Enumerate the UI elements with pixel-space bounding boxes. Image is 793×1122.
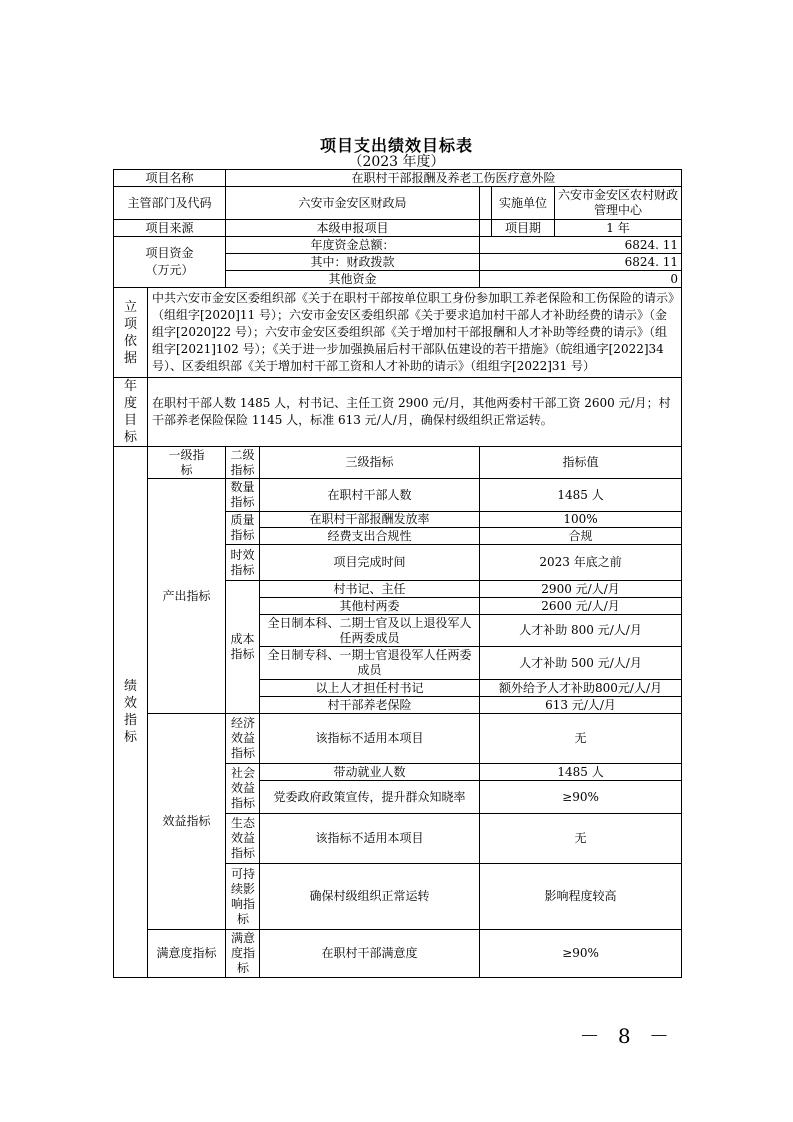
value-project-name: 在职村干部报酬及养老工伤医疗意外险 <box>226 170 682 187</box>
label-dept: 主管部门及代码 <box>114 187 226 220</box>
table-row <box>114 220 682 237</box>
s2-name: 党委政府政策宣传，提升群众知晓率 <box>260 781 480 814</box>
c4-value: 人才补助 500 元/人/月 <box>480 647 682 680</box>
ql2-name: 经费支出合规性 <box>260 528 480 545</box>
header-level2: 二级指标 <box>226 447 260 479</box>
performance-table <box>113 169 682 978</box>
su1-name: 确保村级组织正常运转 <box>260 864 480 930</box>
q1-name: 在职村干部人数 <box>260 479 480 512</box>
sa1-value: ≥90% <box>480 930 682 978</box>
table-row <box>114 378 682 447</box>
c6-name: 村干部养老保险 <box>260 697 480 714</box>
label-output: 产出指标 <box>148 479 226 714</box>
label-satisfaction-text: 满意度指标 <box>156 946 217 960</box>
value-period: 1 年 <box>606 220 630 235</box>
label-cost: 成本指标 <box>226 581 260 714</box>
label-annual-target-text: 年度目标 <box>123 379 137 445</box>
q1-value: 1485 人 <box>480 479 682 512</box>
header-level1-text: 一级指标 <box>168 447 205 477</box>
label-basis-text: 立项依据 <box>123 299 137 366</box>
value-impl-unit: 六安市金安区农村财政管理中心 <box>558 188 679 217</box>
s1-name: 带动就业人数 <box>260 764 480 781</box>
ql1-name: 在职村干部报酬发放率 <box>260 512 480 528</box>
header-level3: 三级指标 <box>260 447 480 479</box>
ql1-value: 100% <box>480 512 682 528</box>
c6-value: 613 元/人/月 <box>480 697 682 714</box>
g1-name: 该指标不适用本项目 <box>260 814 480 864</box>
value-annual-total: 6824. 11 <box>480 237 682 254</box>
label-satisfaction <box>148 930 226 978</box>
value-other: 0 <box>480 271 682 288</box>
table-row <box>114 237 682 254</box>
label-impl-unit <box>480 187 492 220</box>
c1-name: 村书记、主任 <box>260 581 480 598</box>
label-fiscal: 其中：财政拨款 <box>226 254 480 271</box>
label-quantity: 数量指标 <box>226 479 260 512</box>
c3-value: 人才补助 800 元/人/月 <box>480 615 682 647</box>
label-impl-unit-text: 实施单位 <box>492 187 555 219</box>
label-perf <box>114 447 148 978</box>
basis-text: 中共六安市金安区委组织部《关于在职村干部按单位职工身份参加职工养老保险和工伤保险的请示》（组组字[2020]11 号）；六安市金安区委组织部《关于要求追加村干部人才补助经费的请示》（金组字[2020]22 号）；六安市金安区委组织部《关于增加村干部报酬和人才补助等经费的请示》（组组字[2021]102 号）；《关于进一步加强换届后村干部队伍建设的若干措施》（皖组通字[2022]34 号）、区委组织部《关于增加村干部工资和人才补助的请示》（组组字[2022]31 号） <box>148 288 682 378</box>
c1-value: 2900 元/人/月 <box>480 581 682 598</box>
annual-target-text: 在职村干部人数 1485 人，村书记、主任工资 2900 元/月，其他两委村干部工资 2600 元/月；村干部养老保险保险 1145 人，标准 613 元/人/月，确保村级组织正常运转。 <box>148 378 682 447</box>
label-satisfaction2 <box>226 930 260 978</box>
table-row <box>114 447 682 479</box>
value-source: 本级申报项目 <box>226 220 480 237</box>
label-basis <box>114 288 148 378</box>
value-dept: 六安市金安区财政局 <box>226 187 480 220</box>
value-impl-unit-cell <box>492 187 682 220</box>
page-title: 项目支出绩效目标表 <box>319 136 473 155</box>
e1-value: 无 <box>480 714 682 764</box>
label-other: 其他资金 <box>226 271 480 288</box>
table-row <box>114 288 682 378</box>
label-economic-text: 经济效益指标 <box>231 716 256 760</box>
c5-name: 以上人才担任村书记 <box>260 680 480 697</box>
label-annual-target <box>114 378 148 447</box>
period-cell <box>492 220 682 237</box>
t1-name: 项目完成时间 <box>260 545 480 581</box>
label-quality: 质量指标 <box>226 512 260 545</box>
label-funds <box>114 237 226 288</box>
label-period: 项目期 <box>492 220 555 236</box>
c2-name: 其他村两委 <box>260 598 480 615</box>
label-ecological <box>226 814 260 864</box>
value-fiscal: 6824. 11 <box>480 254 682 271</box>
table-row <box>114 187 682 220</box>
e1-name: 该指标不适用本项目 <box>260 714 480 764</box>
label-social-text: 社会效益指标 <box>231 766 256 810</box>
table-row <box>114 479 682 512</box>
t1-value: 2023 年底之前 <box>480 545 682 581</box>
c2-value: 2600 元/人/月 <box>480 598 682 615</box>
label-social <box>226 764 260 814</box>
label-perf-text: 绩效指标 <box>123 679 137 745</box>
label-project-name: 项目名称 <box>114 170 226 187</box>
table-row <box>114 930 682 978</box>
sa1-name: 在职村干部满意度 <box>260 930 480 978</box>
label-source: 项目来源 <box>114 220 226 237</box>
page-subtitle: （2023 年度） <box>348 154 445 170</box>
header-value: 指标值 <box>480 447 682 479</box>
su1-value: 影响程度较高 <box>480 864 682 930</box>
label-satisfaction2-text: 满意度指标 <box>231 931 256 975</box>
header-level1 <box>148 447 226 479</box>
ql2-value: 合规 <box>480 528 682 545</box>
table-row <box>114 170 682 187</box>
label-benefit: 效益指标 <box>148 714 226 930</box>
label-ecological-text: 生态效益指标 <box>231 816 256 860</box>
label-sustainable-text: 可持续影响指标 <box>231 866 256 926</box>
label-economic <box>226 714 260 764</box>
label-sustainable <box>226 864 260 930</box>
g1-value: 无 <box>480 814 682 864</box>
c3-name: 全日制本科、二期士官及以上退役军人任两委成员 <box>260 615 480 647</box>
s2-value: ≥90% <box>480 781 682 814</box>
label-timeliness: 时效指标 <box>226 545 260 581</box>
page-number: － 8 － <box>579 1024 675 1048</box>
c5-value: 额外给予人才补助800元/人/月 <box>480 680 682 697</box>
table-row <box>114 714 682 764</box>
s1-value: 1485 人 <box>480 764 682 781</box>
label-funds-text: 项目资金（万元） <box>145 246 194 277</box>
label-annual-total: 年度资金总额： <box>226 237 480 254</box>
c4-name: 全日制专科、一期士官退役军人任两委成员 <box>260 647 480 680</box>
